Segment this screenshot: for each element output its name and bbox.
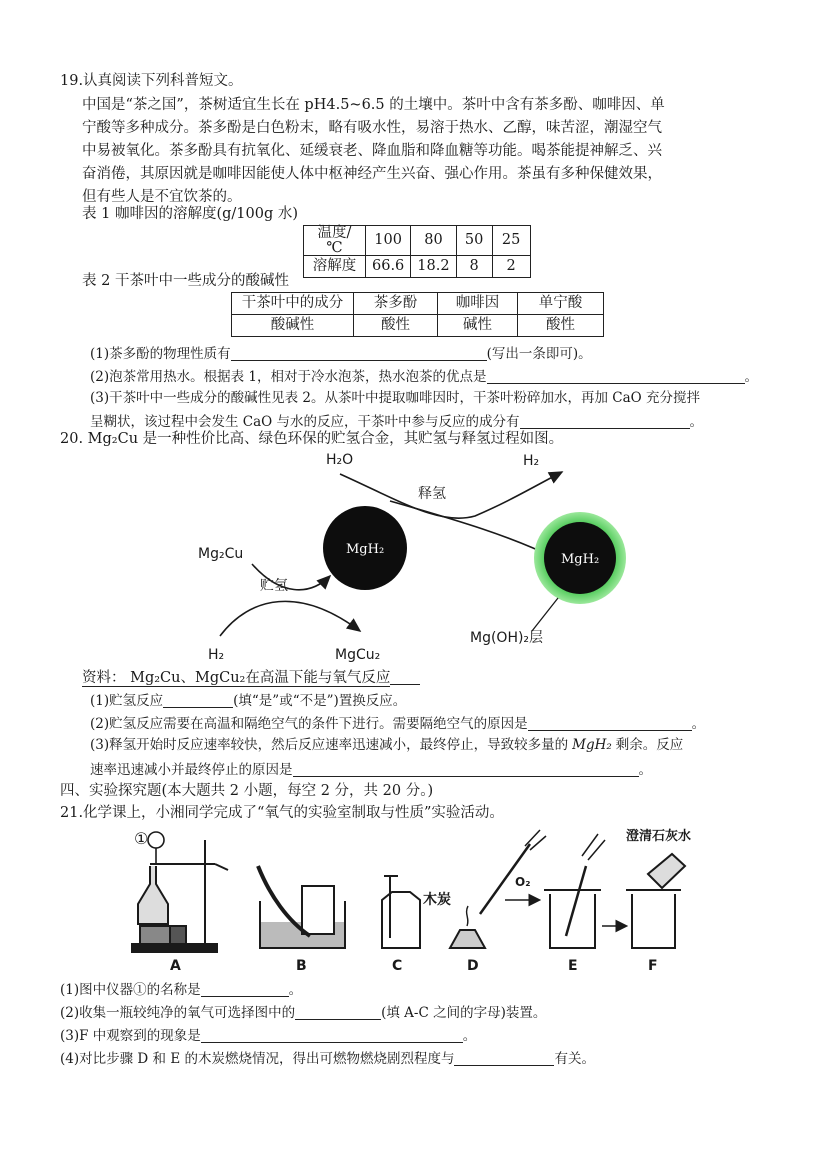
q21-sub1-text: (1)图中仪器①的名称是: [60, 982, 201, 998]
label-h2-in: H₂: [208, 647, 225, 663]
hydrogen-storage-diagram: [190, 446, 690, 666]
label-mg2cu: Mg₂Cu: [198, 546, 244, 562]
q19-sub1-text: (1)茶多酚的物理性质有: [90, 346, 231, 362]
q19-para-line-2: 宁酸等多种成分。茶多酚是白色粉末，略有吸水性，易溶于热水、乙醇，味苦涩，潮湿空气: [82, 120, 662, 136]
q21-sub1: [60, 982, 302, 998]
answer-blank[interactable]: [487, 369, 745, 384]
answer-blank[interactable]: [520, 414, 690, 429]
q20-sub2: [90, 716, 705, 732]
q19-sub1-text-end: (写出一条即可)。: [486, 346, 592, 362]
table-row: [304, 226, 531, 256]
label-release: 释氢: [418, 486, 446, 502]
table1-caffeine-solubility: [303, 225, 531, 278]
label-c: C: [392, 958, 403, 974]
table-cell: 茶多酚: [354, 293, 438, 315]
table-cell: 单宁酸: [518, 293, 604, 315]
label-mgcu2: MgCu₂: [335, 647, 381, 663]
table-cell: 酸性: [354, 315, 438, 337]
table-cell: 碱性: [438, 315, 518, 337]
table-cell: 8: [456, 256, 492, 278]
table-cell: 酸碱性: [232, 315, 354, 337]
q19-sub3-line1: (3)干茶叶中一些成分的酸碱性见表 2。从茶叶中提取咖啡因时，干茶叶粉碎加水，再加 CaO 充分搅拌: [90, 390, 701, 406]
q20-resource-text: 资料： Mg₂Cu、MgCu₂在高温下能与氧气反应: [82, 670, 391, 686]
q19-sub2-text: (2)泡茶常用热水。根据表 1，相对于冷水泡茶，热水泡茶的优点是: [90, 369, 487, 385]
oxygen-experiment-figure: [120, 826, 700, 976]
label-e: E: [568, 958, 578, 974]
q19-para-line-4: 奋消倦，其原因就是咖啡因能使人体中枢神经产生兴奋、强心作用。茶虽有多种保健效果，: [82, 166, 662, 182]
q20-title: 20. Mg₂Cu 是一种性价比高、绿色环保的贮氢合金，其贮氢与释氢过程如图。: [60, 431, 564, 447]
table2-tea-acidity: [231, 292, 604, 337]
instrument-marker: ①: [134, 829, 149, 848]
q20-sub2-text: (2)贮氢反应需要在高温和隔绝空气的条件下进行。需要隔绝空气的原因是: [90, 716, 528, 732]
table-cell: 66.6: [366, 256, 411, 278]
answer-blank[interactable]: [163, 693, 233, 708]
label-d: D: [467, 958, 479, 974]
table2-caption: 表 2 干茶叶中一些成分的酸碱性: [82, 273, 289, 289]
q19-para-line-3: 中易被氧化。茶多酚具有抗氧化、延缓衰老、降血脂和降血糖等功能。喝茶能提神解乏、兴: [82, 143, 662, 159]
q21-sub4: [60, 1051, 595, 1067]
label-h2-out: H₂: [523, 453, 540, 469]
table-cell: 25: [492, 226, 530, 256]
q20-sub2-end: 。: [691, 716, 706, 732]
q19-title: 19.认真阅读下列科普短文。: [60, 73, 243, 89]
table-cell: 18.2: [411, 256, 456, 278]
q21-sub3: [60, 1028, 476, 1044]
q20-sub3-text-end: 剩余。反应: [615, 737, 684, 753]
q20-sub3-text2: 速率迅速减小并最终停止的原因是: [90, 762, 293, 778]
table-cell: 酸性: [518, 315, 604, 337]
table-cell: 溶解度: [304, 256, 366, 278]
q20-sub1: [90, 693, 406, 709]
q19-sub3-end: 。: [689, 414, 704, 430]
table-cell: 干茶叶中的成分: [232, 293, 354, 315]
q21-sub1-end: 。: [288, 982, 303, 998]
table-cell: 咖啡因: [438, 293, 518, 315]
q21-sub2: [60, 1005, 546, 1021]
label-o2: O₂: [515, 875, 531, 889]
label-mgh2-left: MgH₂: [346, 542, 385, 557]
table-row: [232, 293, 604, 315]
answer-blank[interactable]: [454, 1051, 554, 1066]
answer-blank[interactable]: [528, 716, 692, 731]
q19-sub2-end: 。: [744, 369, 759, 385]
q20-sub3-line2: [90, 762, 652, 778]
q21-sub2-text: (2)收集一瓶较纯净的氧气可选择图中的: [60, 1005, 296, 1021]
iron-stand-base: [132, 944, 217, 952]
answer-blank[interactable]: [295, 1005, 381, 1020]
table-row: [232, 315, 604, 337]
label-limewater: 澄清石灰水: [626, 829, 692, 844]
q20-sub1-text: (1)贮氢反应: [90, 693, 164, 709]
table-cell: 50: [456, 226, 492, 256]
label-layer: Mg(OH)₂层: [470, 630, 544, 646]
label-store: 贮氢: [260, 578, 288, 594]
answer-blank[interactable]: [293, 762, 639, 777]
q21-sub3-end: 。: [462, 1028, 477, 1044]
answer-blank[interactable]: [231, 346, 487, 361]
q19-sub1: [90, 346, 592, 362]
answer-blank[interactable]: [201, 982, 289, 997]
mgh2-formula: MgH₂: [572, 737, 612, 753]
label-a: A: [170, 958, 181, 974]
underline-extension: [390, 670, 420, 685]
q20-sub3-end: 。: [638, 762, 652, 778]
label-mgh2-right: MgH₂: [561, 552, 600, 567]
label-b: B: [296, 958, 307, 974]
table-cell: 80: [411, 226, 456, 256]
table-cell: 100: [366, 226, 411, 256]
answer-blank[interactable]: [201, 1028, 463, 1043]
q21-sub4-text: (4)对比步骤 D 和 E 的木炭燃烧情况，得出可燃物燃烧剧烈程度与: [60, 1051, 455, 1067]
table-row: [304, 256, 531, 278]
section4-heading: 四、实验探究题(本大题共 2 小题，每空 2 分，共 20 分。): [60, 783, 434, 799]
label-h2o: H₂O: [326, 452, 354, 468]
q21-title: 21.化学课上，小湘同学完成了“氧气的实验室制取与性质”实验活动。: [60, 805, 504, 821]
q20-sub3-text: (3)释氢开始时反应速率较快，然后反应速率迅速减小，最终停止，导致较多量的: [90, 737, 569, 753]
q19-para-line-5: 但有些人是不宜饮茶的。: [82, 189, 242, 205]
label-charcoal: 木炭: [423, 892, 451, 908]
q19-para-line-1: 中国是“茶之国”，茶树适宜生长在 pH4.5~6.5 的土壤中。茶叶中含有茶多酚、咖啡因、单: [82, 97, 665, 113]
label-f: F: [648, 958, 658, 974]
q19-sub3-text: 呈糊状，该过程中会发生 CaO 与水的反应，干茶叶中参与反应的成分有: [90, 414, 520, 430]
q20-sub3-line1: [90, 739, 683, 753]
q21-sub4-end: 有关。: [554, 1051, 595, 1067]
table1-caption: 表 1 咖啡因的溶解度(g/100g 水): [82, 206, 298, 222]
table-cell: 温度/℃: [304, 226, 366, 256]
q21-sub3-text: (3)F 中观察到的现象是: [60, 1028, 201, 1044]
table-cell: 2: [492, 256, 530, 278]
q20-sub1-end: (填“是”或“不是”)置换反应。: [233, 693, 407, 709]
q19-sub3-line2: [90, 414, 703, 430]
q20-resource: [82, 670, 420, 686]
q19-sub2: [90, 369, 758, 385]
q21-sub2-end: (填 A-C 之间的字母)装置。: [381, 1005, 547, 1021]
